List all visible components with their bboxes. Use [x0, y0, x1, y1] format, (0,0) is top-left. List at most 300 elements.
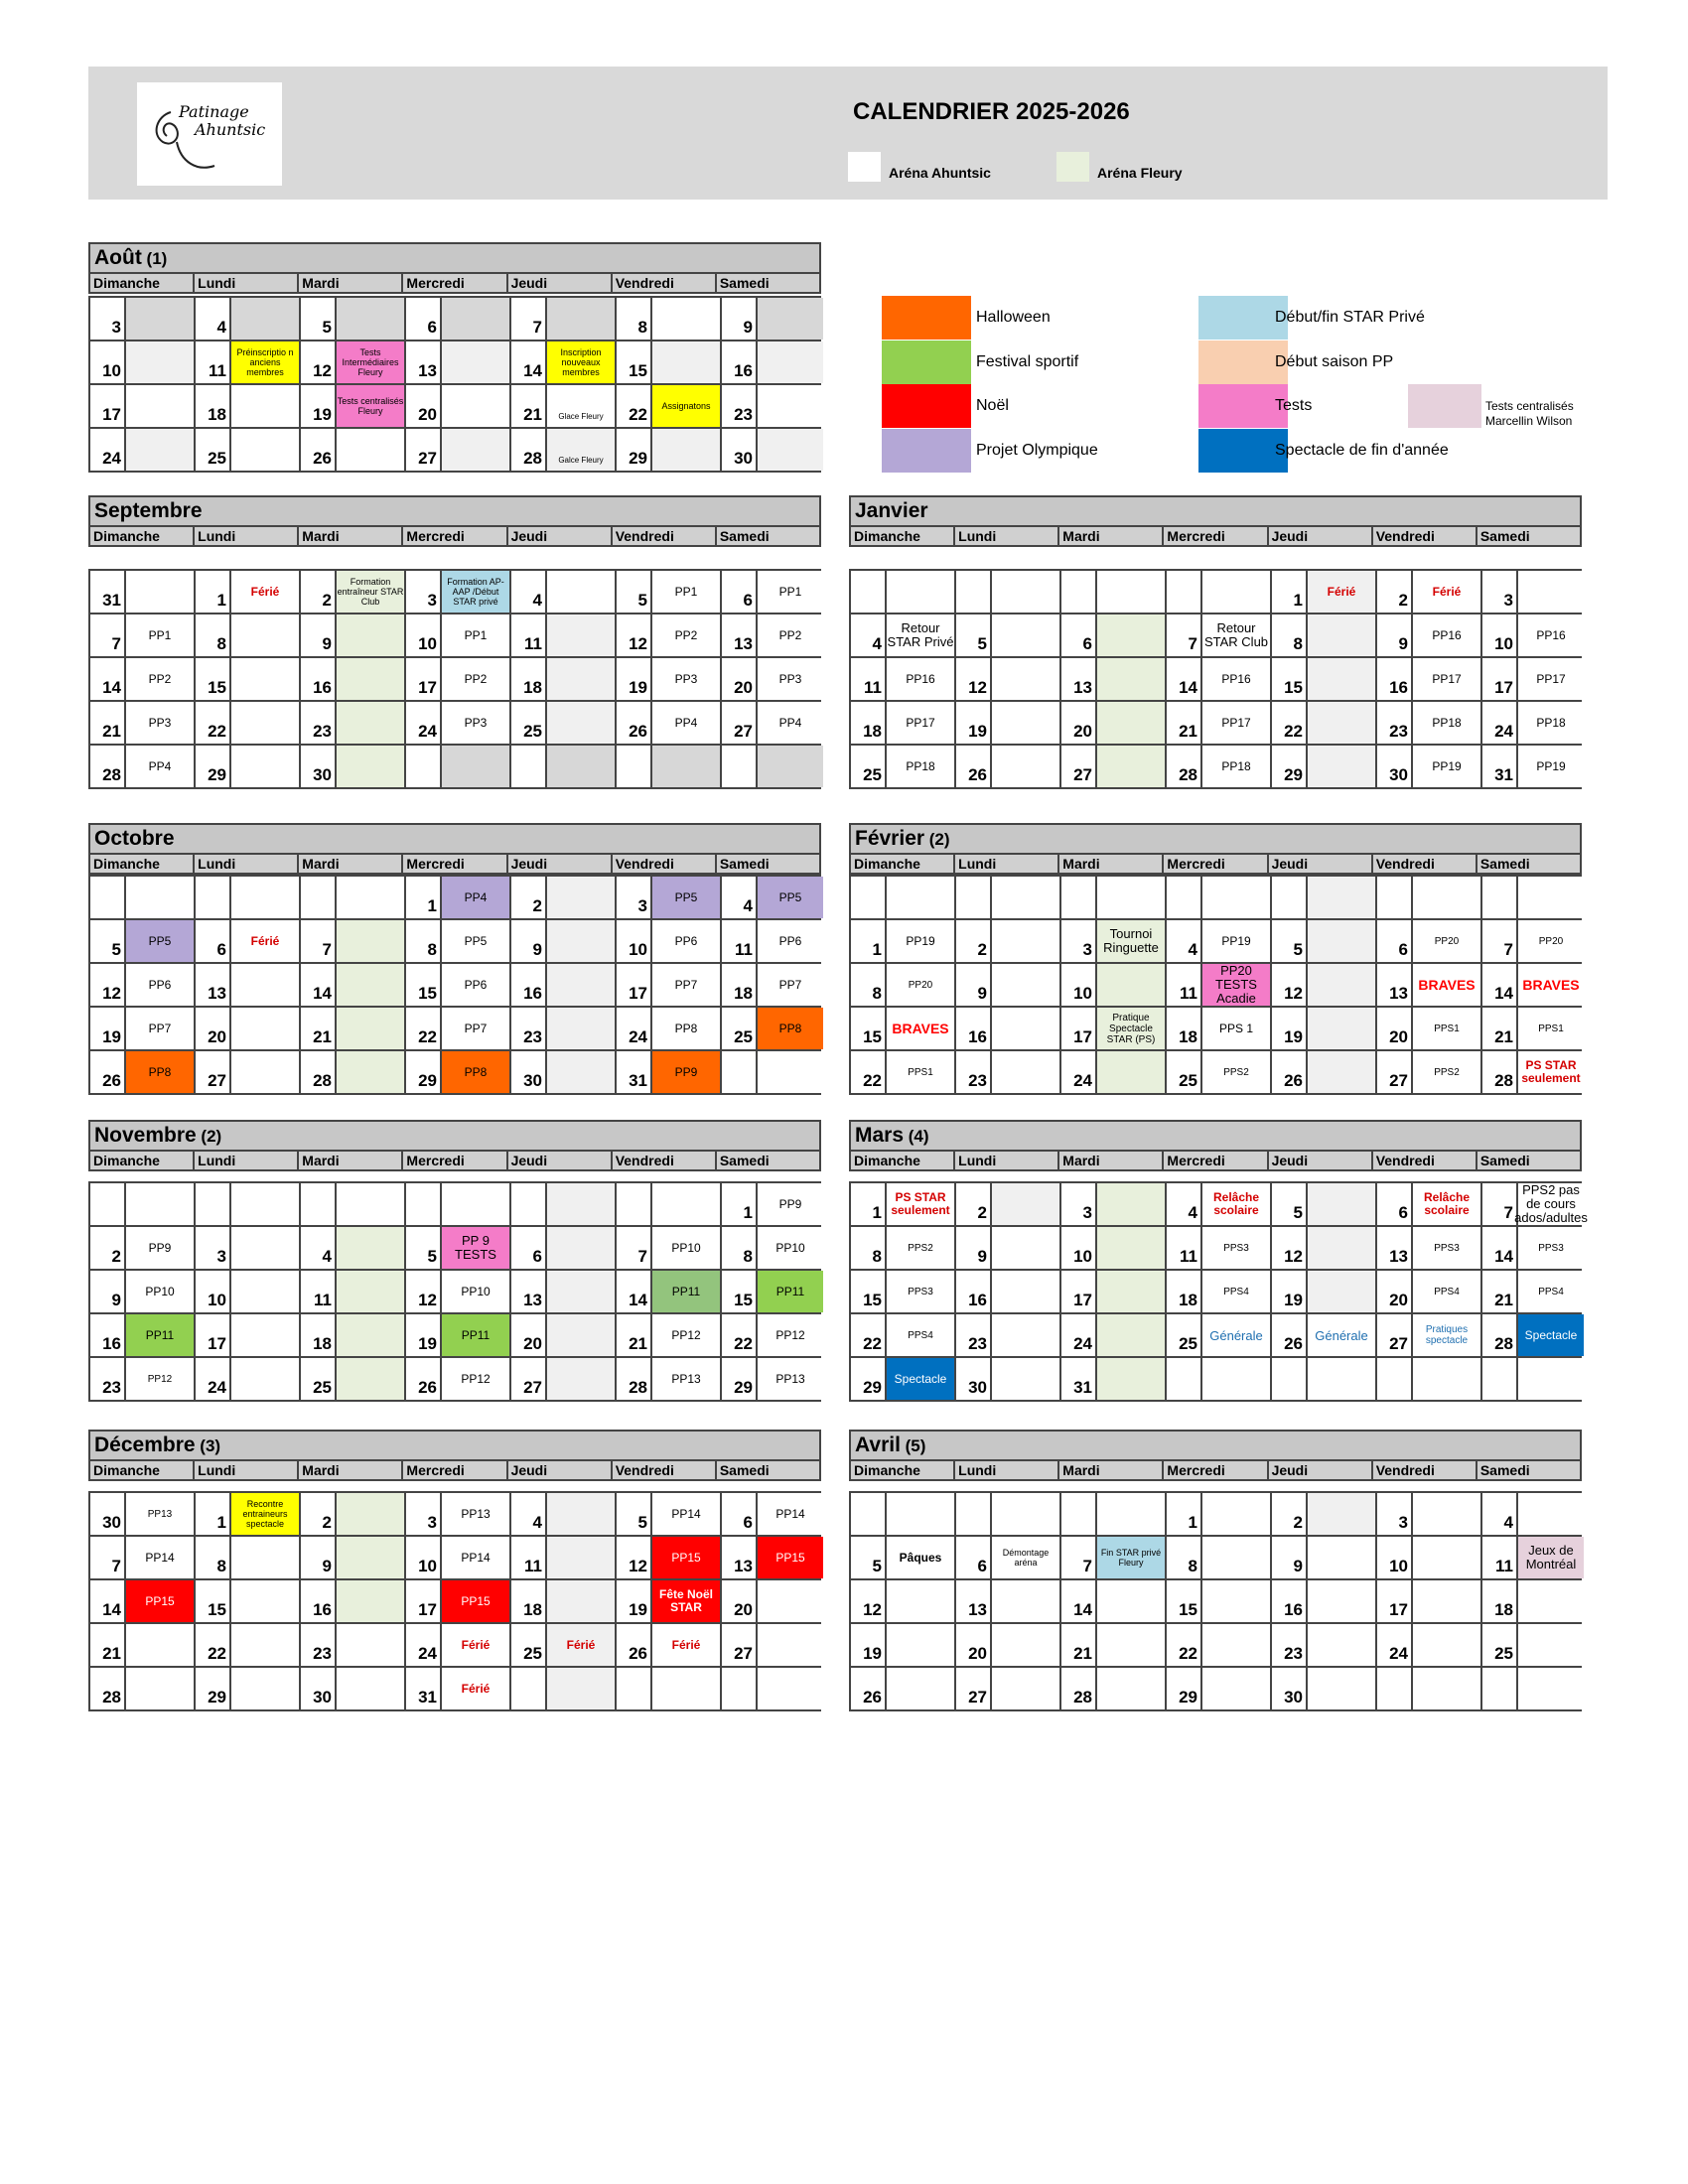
day-cell — [1272, 1051, 1377, 1093]
day-number: 28 — [1061, 1668, 1097, 1709]
week-row — [90, 341, 819, 385]
day-event: PP3 — [652, 658, 722, 700]
week-row — [851, 1493, 1580, 1537]
day-event — [547, 1227, 617, 1269]
day-number: 22 — [617, 385, 652, 427]
day-cell — [196, 964, 301, 1006]
week-row — [851, 1008, 1580, 1051]
weekday-label: Mardi — [1059, 855, 1164, 873]
day-event — [1413, 1624, 1482, 1666]
week-row — [851, 1271, 1580, 1314]
day-event — [1413, 1537, 1482, 1578]
day-number: 30 — [90, 1493, 126, 1535]
day-number: 18 — [301, 1314, 337, 1356]
day-cell — [196, 877, 301, 918]
day-cell — [956, 1358, 1061, 1400]
day-number — [406, 746, 442, 787]
day-number: 4 — [1167, 920, 1202, 962]
day-cell — [1482, 571, 1584, 613]
weekday-label: Lundi — [955, 855, 1059, 873]
month-grid — [849, 1181, 1588, 1402]
page-header — [88, 67, 1608, 200]
day-event — [231, 1314, 301, 1356]
day-number: 29 — [196, 1668, 231, 1709]
day-cell — [511, 1314, 617, 1356]
day-number — [1061, 877, 1097, 918]
day-cell — [90, 1314, 196, 1356]
day-event — [1413, 877, 1482, 918]
month-name: Septembre — [94, 499, 203, 522]
day-number: 21 — [511, 385, 547, 427]
weekday-label: Dimanche — [90, 274, 195, 292]
day-cell — [90, 1008, 196, 1049]
day-event — [992, 920, 1061, 962]
day-event: PP7 — [442, 1008, 511, 1049]
day-cell — [511, 877, 617, 918]
day-event — [887, 1580, 956, 1622]
day-cell — [90, 1271, 196, 1312]
day-event — [1308, 702, 1377, 744]
day-event: PP16 — [887, 658, 956, 700]
day-event — [992, 1358, 1061, 1400]
day-cell — [1482, 1493, 1584, 1535]
day-number: 9 — [722, 298, 758, 340]
day-cell — [406, 1051, 511, 1093]
day-event — [442, 385, 511, 427]
day-number: 22 — [851, 1051, 887, 1093]
day-cell — [90, 1358, 196, 1400]
day-number: 18 — [851, 702, 887, 744]
day-event — [547, 964, 617, 1006]
day-cell — [1377, 1668, 1482, 1709]
weekday-label: Mercredi — [403, 1461, 507, 1479]
day-number: 5 — [90, 920, 126, 962]
weekday-label: Lundi — [195, 527, 299, 545]
day-number: 13 — [511, 1271, 547, 1312]
day-cell — [722, 964, 823, 1006]
day-number: 19 — [406, 1314, 442, 1356]
day-event: PP9 — [758, 1183, 823, 1225]
legend-swatch-olympique — [882, 429, 971, 473]
day-number: 26 — [617, 702, 652, 744]
day-cell — [956, 1227, 1061, 1269]
day-number: 28 — [1482, 1314, 1518, 1356]
day-cell — [956, 1314, 1061, 1356]
day-number: 3 — [1377, 1493, 1413, 1535]
day-cell — [511, 658, 617, 700]
legend-label-halloween: Halloween — [976, 309, 1051, 326]
day-cell — [851, 877, 956, 918]
weekday-label: Mercredi — [1164, 1152, 1268, 1169]
day-event — [1097, 1271, 1167, 1312]
day-number: 23 — [511, 1008, 547, 1049]
day-number: 12 — [617, 614, 652, 656]
day-number: 15 — [196, 1580, 231, 1622]
day-cell — [851, 1183, 956, 1225]
day-cell — [1272, 746, 1377, 787]
day-cell — [722, 1624, 823, 1666]
day-cell — [1377, 1358, 1482, 1400]
day-event — [992, 658, 1061, 700]
day-event — [887, 1493, 956, 1535]
day-event — [758, 746, 823, 787]
day-event: PP5 — [442, 920, 511, 962]
day-cell — [722, 429, 823, 471]
day-event — [1097, 571, 1167, 613]
month-name: Décembre — [94, 1433, 196, 1456]
day-event — [992, 1580, 1061, 1622]
legend-label-star-prive: Début/fin STAR Privé — [1275, 309, 1425, 326]
day-event: PPS2 — [887, 1227, 956, 1269]
day-cell — [956, 702, 1061, 744]
day-cell — [1061, 1008, 1167, 1049]
day-event — [992, 1314, 1061, 1356]
day-cell — [511, 1358, 617, 1400]
day-cell — [406, 614, 511, 656]
day-event: PP18 — [1413, 702, 1482, 744]
day-number: 17 — [90, 385, 126, 427]
day-event — [231, 1580, 301, 1622]
day-cell — [196, 429, 301, 471]
day-cell — [301, 1668, 406, 1709]
day-number: 20 — [511, 1314, 547, 1356]
day-cell — [301, 702, 406, 744]
day-event: Démontage aréna — [992, 1537, 1061, 1578]
day-cell — [1272, 1580, 1377, 1622]
day-cell — [617, 1624, 722, 1666]
day-cell — [1272, 1493, 1377, 1535]
day-event — [337, 1580, 406, 1622]
day-cell — [617, 1183, 722, 1225]
day-cell — [1377, 1314, 1482, 1356]
day-number: 9 — [1272, 1537, 1308, 1578]
day-event: PP3 — [758, 658, 823, 700]
week-row — [90, 1624, 819, 1668]
day-cell — [196, 1051, 301, 1093]
day-event: PP19 — [1202, 920, 1272, 962]
week-row — [851, 1182, 1588, 1227]
month-count: (3) — [195, 1436, 221, 1455]
day-number: 18 — [196, 385, 231, 427]
day-number: 24 — [1377, 1624, 1413, 1666]
day-cell — [956, 920, 1061, 962]
day-event — [231, 1271, 301, 1312]
day-cell — [1061, 1051, 1167, 1093]
day-cell — [1167, 1537, 1272, 1578]
month-title — [88, 495, 821, 527]
day-number: 30 — [1272, 1668, 1308, 1709]
day-cell — [1061, 1227, 1167, 1269]
weekday-label: Jeudi — [1269, 855, 1373, 873]
day-cell — [1061, 746, 1167, 787]
day-number: 27 — [1061, 746, 1097, 787]
day-event — [547, 1271, 617, 1312]
day-event: PP15 — [758, 1537, 823, 1578]
day-cell — [1167, 658, 1272, 700]
day-event — [231, 429, 301, 471]
arena-fleury-label: Aréna Fleury — [1097, 165, 1183, 181]
day-cell — [1061, 1624, 1167, 1666]
day-number: 12 — [956, 658, 992, 700]
day-cell — [196, 1271, 301, 1312]
day-number: 15 — [851, 1271, 887, 1312]
month-name: Octobre — [94, 827, 175, 850]
day-cell — [301, 571, 406, 613]
day-event — [1097, 1624, 1167, 1666]
week-row — [851, 702, 1580, 746]
month-title — [88, 242, 821, 274]
day-cell — [301, 1493, 406, 1535]
day-event — [1097, 964, 1167, 1006]
day-number: 10 — [1061, 964, 1097, 1006]
weekday-label: Lundi — [195, 274, 299, 292]
day-number: 24 — [1061, 1314, 1097, 1356]
day-cell — [1061, 1271, 1167, 1312]
day-number: 10 — [1377, 1537, 1413, 1578]
day-number: 13 — [1377, 964, 1413, 1006]
day-event — [1097, 1314, 1167, 1356]
day-number: 4 — [1167, 1183, 1202, 1225]
weekday-header — [88, 274, 821, 294]
day-cell — [1061, 1537, 1167, 1578]
day-cell — [1061, 1358, 1167, 1400]
day-cell — [1167, 1051, 1272, 1093]
day-cell — [511, 1227, 617, 1269]
week-row — [851, 1314, 1580, 1358]
day-cell — [851, 571, 956, 613]
day-cell — [406, 746, 511, 787]
day-number: 1 — [851, 1183, 887, 1225]
day-number: 29 — [196, 746, 231, 787]
day-number: 19 — [617, 658, 652, 700]
weekday-label: Samedi — [1479, 856, 1530, 872]
day-number: 19 — [1272, 1008, 1308, 1049]
weekday-label: Mardi — [299, 855, 403, 873]
day-cell — [722, 1314, 823, 1356]
day-number — [617, 1183, 652, 1225]
day-number: 21 — [1482, 1271, 1518, 1312]
day-number: 3 — [1061, 920, 1097, 962]
day-number — [90, 1183, 126, 1225]
day-event — [1097, 702, 1167, 744]
day-cell — [1167, 571, 1272, 613]
day-number: 16 — [956, 1271, 992, 1312]
day-number: 26 — [956, 746, 992, 787]
day-number: 12 — [1272, 1227, 1308, 1269]
day-cell — [196, 702, 301, 744]
day-cell — [722, 1271, 823, 1312]
month-grid — [88, 875, 821, 1095]
weekday-label: Mardi — [1059, 1461, 1164, 1479]
day-number: 7 — [90, 1537, 126, 1578]
day-cell — [1167, 920, 1272, 962]
day-event: Spectacle — [1518, 1314, 1584, 1356]
day-cell — [301, 1183, 406, 1225]
day-number: 20 — [722, 1580, 758, 1622]
day-number: 14 — [511, 341, 547, 383]
day-event — [231, 298, 301, 340]
day-cell — [90, 702, 196, 744]
day-event: PP16 — [1518, 614, 1584, 656]
weekday-label: Vendredi — [613, 1461, 717, 1479]
day-cell — [1167, 877, 1272, 918]
weekday-label: Samedi — [1479, 1462, 1530, 1478]
day-event — [1308, 1668, 1377, 1709]
month-title — [849, 1120, 1582, 1152]
day-event: PP16 — [1413, 614, 1482, 656]
day-cell — [1482, 964, 1584, 1006]
day-cell — [617, 1537, 722, 1578]
day-cell — [1482, 1051, 1584, 1093]
day-number: 25 — [722, 1008, 758, 1049]
day-event: PP17 — [887, 702, 956, 744]
day-number: 14 — [1482, 1227, 1518, 1269]
day-event — [652, 429, 722, 471]
day-event — [1308, 614, 1377, 656]
day-number: 10 — [406, 1537, 442, 1578]
day-event: PP10 — [758, 1227, 823, 1269]
day-number: 31 — [406, 1668, 442, 1709]
day-cell — [1377, 1271, 1482, 1312]
day-cell — [956, 1493, 1061, 1535]
week-row — [90, 1008, 819, 1051]
day-event: PP4 — [652, 702, 722, 744]
day-cell — [1272, 1227, 1377, 1269]
day-number: 19 — [1272, 1271, 1308, 1312]
day-number: 5 — [617, 571, 652, 613]
day-cell — [511, 341, 617, 383]
day-cell — [1377, 920, 1482, 962]
day-number: 17 — [1482, 658, 1518, 700]
day-event — [337, 1227, 406, 1269]
day-number: 14 — [617, 1271, 652, 1312]
day-number: 26 — [617, 1624, 652, 1666]
day-cell — [406, 385, 511, 427]
day-number — [1377, 1358, 1413, 1400]
day-number: 15 — [406, 964, 442, 1006]
day-cell — [722, 920, 823, 962]
day-event — [1518, 1668, 1584, 1709]
day-event — [337, 1314, 406, 1356]
day-event — [992, 1008, 1061, 1049]
day-cell — [90, 1624, 196, 1666]
day-event: PP19 — [1518, 746, 1584, 787]
month-title — [88, 823, 821, 855]
day-event — [992, 877, 1061, 918]
day-event — [758, 1051, 823, 1093]
day-number: 24 — [196, 1358, 231, 1400]
weekday-label: Samedi — [719, 1462, 770, 1478]
day-cell — [511, 1051, 617, 1093]
day-number: 16 — [301, 658, 337, 700]
day-event: Tests centralisés Fleury — [337, 385, 406, 427]
day-event — [1413, 1358, 1482, 1400]
day-number: 3 — [1482, 571, 1518, 613]
weekday-label: Lundi — [195, 855, 299, 873]
month-grid — [88, 1181, 821, 1402]
day-number: 30 — [722, 429, 758, 471]
day-event — [547, 702, 617, 744]
day-cell — [722, 298, 823, 340]
day-cell — [196, 1580, 301, 1622]
day-event: Pratique Spectacle STAR (PS) — [1097, 1008, 1167, 1049]
day-event — [1202, 571, 1272, 613]
day-cell — [1272, 1008, 1377, 1049]
day-cell — [722, 1668, 823, 1709]
weekday-label: Lundi — [955, 527, 1059, 545]
day-number — [196, 877, 231, 918]
day-event — [231, 385, 301, 427]
day-event — [1308, 1271, 1377, 1312]
day-number — [1061, 571, 1097, 613]
day-event — [547, 1580, 617, 1622]
day-cell — [851, 1271, 956, 1312]
day-number: 27 — [722, 702, 758, 744]
day-number: 8 — [1167, 1537, 1202, 1578]
day-number: 11 — [1482, 1537, 1518, 1578]
day-event — [1413, 1580, 1482, 1622]
day-event — [652, 1183, 722, 1225]
day-cell — [851, 920, 956, 962]
day-cell — [722, 1051, 823, 1093]
day-event: PPS 1 — [1202, 1008, 1272, 1049]
week-row — [90, 920, 819, 964]
day-number — [1272, 877, 1308, 918]
day-event: PP7 — [758, 964, 823, 1006]
day-event: Tournoi Ringuette — [1097, 920, 1167, 962]
day-event — [231, 658, 301, 700]
week-row — [851, 1668, 1580, 1709]
day-event — [547, 1183, 617, 1225]
day-number: 8 — [196, 614, 231, 656]
day-cell — [722, 1580, 823, 1622]
day-number: 6 — [196, 920, 231, 962]
day-event — [1518, 571, 1584, 613]
day-event — [337, 429, 406, 471]
day-number: 15 — [1272, 658, 1308, 700]
day-event: PP10 — [652, 1227, 722, 1269]
day-event — [126, 1668, 196, 1709]
weekday-label: Mercredi — [1164, 1461, 1268, 1479]
day-event: Férié — [231, 571, 301, 613]
day-cell — [851, 1537, 956, 1578]
day-event: PP18 — [887, 746, 956, 787]
legend-label-tests-centralises: Tests centralisés Marcellin Wilson — [1485, 399, 1574, 428]
day-cell — [617, 1668, 722, 1709]
day-cell — [1482, 877, 1584, 918]
day-event: PP13 — [126, 1493, 196, 1535]
day-event: PP8 — [442, 1051, 511, 1093]
day-event — [652, 341, 722, 383]
day-event — [887, 1624, 956, 1666]
day-event: PP5 — [126, 920, 196, 962]
day-cell — [406, 1227, 511, 1269]
day-event — [1308, 920, 1377, 962]
day-cell — [406, 1008, 511, 1049]
day-cell — [956, 1668, 1061, 1709]
day-event: PP15 — [652, 1537, 722, 1578]
day-cell — [851, 746, 956, 787]
day-number: 30 — [301, 1668, 337, 1709]
weekday-label: Mercredi — [1164, 855, 1268, 873]
day-event — [1308, 877, 1377, 918]
month-count: (1) — [141, 249, 168, 268]
weekday-label: Mercredi — [403, 855, 507, 873]
day-cell — [90, 385, 196, 427]
week-row — [90, 746, 819, 787]
day-event: PP2 — [758, 614, 823, 656]
day-cell — [196, 1358, 301, 1400]
